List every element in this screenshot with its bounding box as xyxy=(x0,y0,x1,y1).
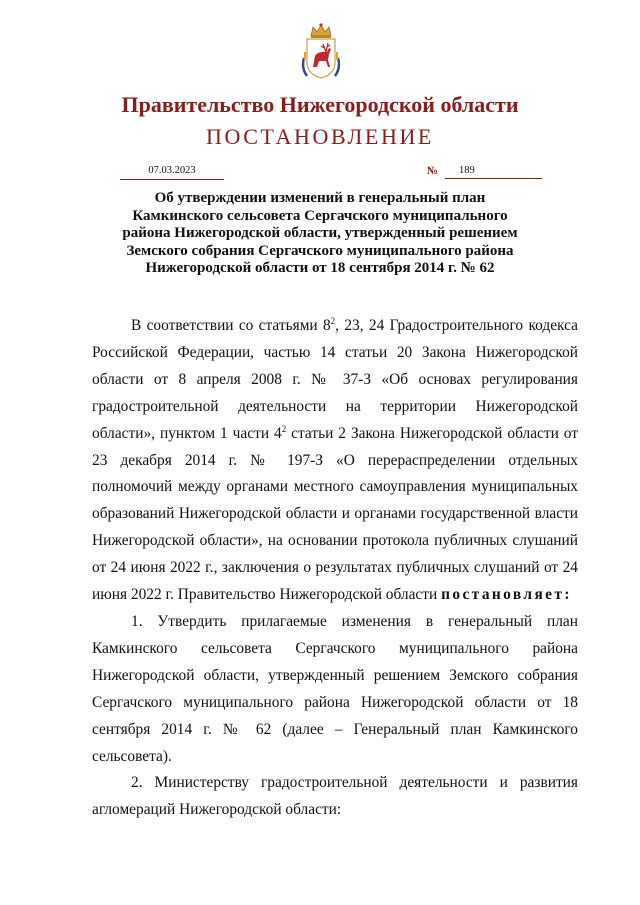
body-text: В соответствии со статьями 8 xyxy=(131,317,331,334)
document-number: 189 xyxy=(445,165,542,179)
subject-line: района Нижегородской области, утвержденный решением xyxy=(122,225,518,242)
subject-line: Нижегородской области от 18 сентября 2014 г. № 62 xyxy=(145,260,495,277)
government-title: Правительство Нижегородской области xyxy=(121,92,519,117)
subject-line: Земского собрания Сергачского муниципального района xyxy=(126,242,514,259)
document-body xyxy=(92,313,578,824)
document-type: ПОСТАНОВЛЕНИЕ xyxy=(206,124,434,149)
number-label: № xyxy=(427,165,439,177)
body-paragraph: 2. Министерству градостроительной деятельности и развития агломераций Нижегородской области: xyxy=(92,774,578,819)
superscript: 2 xyxy=(330,316,336,326)
document-date: 07.03.2023 xyxy=(120,165,224,180)
subject-line: Камкинского сельсовета Сергачского муниципального xyxy=(132,207,508,224)
coat-of-arms-icon xyxy=(301,22,341,80)
body-text: статьи 2 Закона Нижегородской области от 23 декабря 2014 г. № 197-З «О перераспределении отдельных полномочий между органами местного самоуправления муниципальных образований Нижегородской области и органами государственной власти Нижегородской области», на основании протокола публичных слушаний от 24 июня 2022 г., заключения о результатах публичных слушаний от 24 июня 2022 г. Правительство Нижегородской области xyxy=(92,424,578,604)
body-paragraph: 1. Утвердить прилагаемые изменения в генеральный план Камкинского сельсовета Сергачского муниципального района Нижегородской области, утвержденный решением Земского собрания Сергачского муниципального района Нижегородской области от 18 сентября 2014 г. № 62 (далее – Генеральный план Камкинского сельсовета). xyxy=(92,612,578,765)
body-text: , 23, 24 Градостроительного кодекса Российской Федерации, частью 14 статьи 20 Закона Нижегородской области от 8 апреля 2008 г. № 37-З «Об основах регулирования градостроительной деятельности на территории Нижегородской области», пунктом 1 части 4 xyxy=(92,317,578,442)
body-paragraph xyxy=(92,313,578,609)
document-subject xyxy=(120,190,520,278)
superscript: 2 xyxy=(281,423,287,434)
resolves-word: постановляет: xyxy=(441,586,572,604)
subject-line: Об утверждении изменений в генеральный план xyxy=(154,190,486,206)
